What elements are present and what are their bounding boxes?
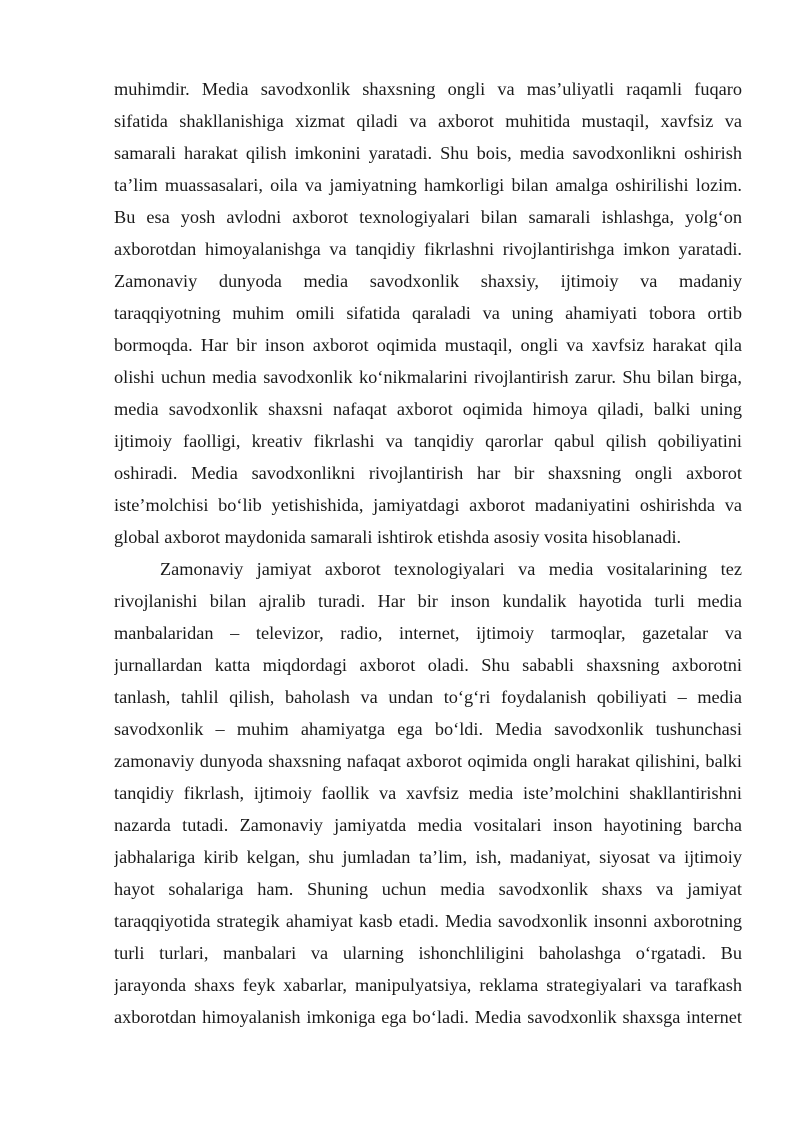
text-line: muhimdir. Media savodxonlik shaxsning ongli va mas’uliyatli raqamli fuqaro — [114, 79, 742, 99]
text-line: zamonaviy dunyoda shaxsning nafaqat axborot oqimida ongli harakat qilishini, balki — [114, 751, 742, 771]
text-line: hayot sohalariga ham. Shuning uchun media savodxonlik shaxs va jamiyat — [114, 879, 742, 899]
text-line: rivojlanishi bilan ajralib turadi. Har bir inson kundalik hayotida turli media — [114, 591, 742, 611]
text-line: sifatida shakllanishiga xizmat qiladi va axborot muhitida mustaqil, xavfsiz va — [114, 111, 742, 131]
text-line: tanlash, tahlil qilish, baholash va undan to‘g‘ri foydalanish qobiliyati – media — [114, 687, 742, 707]
text-line: ta’lim muassasalari, oila va jamiyatning hamkorligi bilan amalga oshirilishi lozim. — [114, 175, 742, 195]
text-line: manbalaridan – televizor, radio, internet, ijtimoiy tarmoqlar, gazetalar va — [114, 623, 742, 643]
text-line: global axborot maydonida samarali ishtirok etishda asosiy vosita hisoblanadi. — [114, 527, 682, 547]
text-line: nazarda tutadi. Zamonaviy jamiyatda media vositalari inson hayotining barcha — [114, 815, 742, 835]
text-line: oshiradi. Media savodxonlikni rivojlantirish har bir shaxsning ongli axborot — [114, 463, 742, 483]
text-line: taraqqiyotning muhim omili sifatida qaraladi va uning ahamiyati tobora ortib — [114, 303, 742, 323]
text-line: olishi uchun media savodxonlik ko‘nikmalarini rivojlantirish zarur. Shu bilan birga, — [114, 367, 742, 387]
text-line: ijtimoiy faolligi, kreativ fikrlashi va tanqidiy qarorlar qabul qilish qobiliyatini — [114, 431, 742, 451]
text-line: turli turlari, manbalari va ularning ishonchliligini baholashga o‘rgatadi. Bu — [114, 943, 742, 963]
text-line: Zamonaviy jamiyat axborot texnologiyalari va media vositalarining tez — [160, 559, 742, 579]
text-line: media savodxonlik shaxsni nafaqat axborot oqimida himoya qiladi, balki uning — [114, 399, 742, 419]
text-line: jabhalariga kirib kelgan, shu jumladan ta’lim, ish, madaniyat, siyosat va ijtimoiy — [114, 847, 742, 867]
text-line: savodxonlik – muhim ahamiyatga ega bo‘ldi. Media savodxonlik tushunchasi — [114, 719, 742, 739]
text-line: axborotdan himoyalanishga va tanqidiy fikrlashni rivojlantirishga imkon yaratadi. — [114, 239, 742, 259]
text-line: bormoqda. Har bir inson axborot oqimida mustaqil, ongli va xavfsiz harakat qila — [114, 335, 742, 355]
text-line: axborotdan himoyalanish imkoniga ega bo‘ladi. Media savodxonlik shaxsga internet — [114, 1007, 742, 1027]
document-page — [114, 73, 742, 1033]
text-line: samarali harakat qilish imkonini yaratadi. Shu bois, media savodxonlikni oshirish — [114, 143, 742, 163]
text-line: jarayonda shaxs feyk xabarlar, manipulyatsiya, reklama strategiyalari va tarafkash — [114, 975, 742, 995]
text-line: iste’molchisi bo‘lib yetishishida, jamiyatdagi axborot madaniyatini oshirishda va — [114, 495, 742, 515]
text-line: Zamonaviy dunyoda media savodxonlik shaxsiy, ijtimoiy va madaniy — [114, 271, 742, 291]
text-line: jurnallardan katta miqdordagi axborot oladi. Shu sababli shaxsning axborotni — [114, 655, 742, 675]
text-line: Bu esa yosh avlodni axborot texnologiyalari bilan samarali ishlashga, yolg‘on — [114, 207, 742, 227]
text-line: tanqidiy fikrlash, ijtimoiy faollik va xavfsiz media iste’molchini shakllantirishni — [114, 783, 742, 803]
text-line: taraqqiyotida strategik ahamiyat kasb etadi. Media savodxonlik insonni axborotning — [114, 911, 742, 931]
